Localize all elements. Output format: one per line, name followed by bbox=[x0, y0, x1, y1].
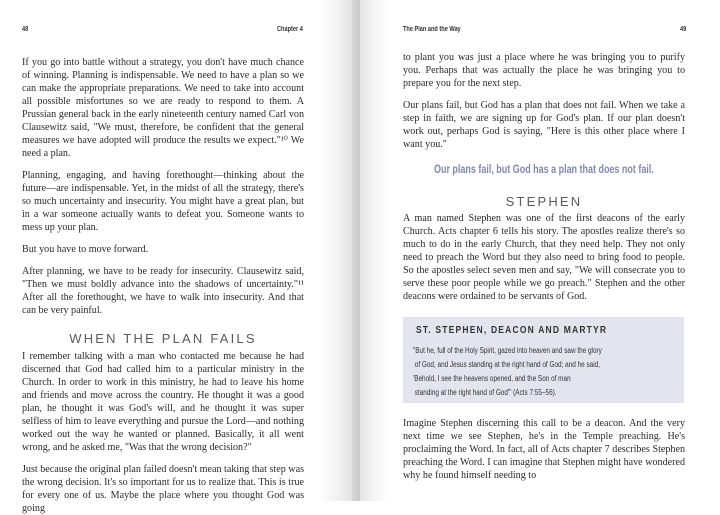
left-column bbox=[22, 56, 304, 515]
body-text-top bbox=[22, 56, 304, 317]
sidebar-quote bbox=[413, 344, 684, 400]
quote-line: of God, and Jesus standing at the right hand of God; and he said, bbox=[413, 360, 600, 369]
paragraph: Imagine Stephen discerning this call to be a deacon. And the very next time we see Stephen, he's in the Temple preaching. He's proclaiming the Word. In fact, all of Acts chapter 7 describes Stephen preaching the Word. I can imagine that Stephen might have wondered why he found himself needing to bbox=[403, 418, 685, 481]
paragraph: Just because the original plan failed doesn't mean taking that step was the wrong decision. It's so important for us to realize that. This is true for every one of us. Maybe the place where you thought God was going bbox=[22, 464, 304, 514]
section-heading: WHEN THE PLAN FAILS bbox=[69, 331, 257, 346]
page-number: 48 bbox=[22, 26, 29, 33]
pull-quote-text: Our plans fail, but God has a plan that does not fail. bbox=[434, 164, 654, 176]
paragraph: If you go into battle without a strategy, you don't have much chance of winning. Planning is indispensable. We need to have a plan so we can make the appropriate preparations. We need to take into account all possible misfortunes so we are ready to respond to them. A Prussian general back in the early nineteenth century named Carl von Clausewitz said, "We must, therefore, be confident that the general measures we have adopted will produce the results we expect."¹⁰ We need a plan. bbox=[22, 57, 304, 159]
sidebar-box bbox=[403, 317, 684, 403]
sidebar-title: ST. STEPHEN, DEACON AND MARTYR bbox=[416, 325, 608, 336]
body-text-top bbox=[403, 51, 685, 151]
book-gutter bbox=[352, 0, 360, 501]
paragraph: to plant you was just a place where he was bringing you to purify you. Perhaps that was actually the place he was bringing you to prepare you for the next step. bbox=[403, 52, 685, 89]
running-head: Chapter 4 bbox=[277, 26, 303, 33]
body-text-bottom bbox=[403, 417, 685, 482]
right-column bbox=[403, 51, 685, 482]
running-head: The Plan and the Way bbox=[403, 26, 461, 33]
left-page bbox=[0, 0, 352, 514]
paragraph: I remember talking with a man who contacted me because he had discerned that God had called him to a particular ministry in the Church. In order to work in this ministry, he had to leave his home and friends and move across the country. He thought it was a good plan, he thought it was God's will, and he thought it was super selfless of him to leave everything and pursue the Lord—and nothing worked out the way he wanted or planned. Basically, it all went wrong, and he asked me, "Was that the wrong decision?" bbox=[22, 351, 304, 453]
quote-line: standing at the right hand of God'" (Acts 7:55–56). bbox=[413, 388, 557, 397]
paragraph: Planning, engaging, and having forethought—thinking about the future—are indispensable. Yet, in the midst of all the strategy, there's so much uncertainty and insecurity. You might have a great plan, but in a war someone actually wants to defeat you. Someone wants to mess up your plan. bbox=[22, 170, 304, 233]
pull-quote bbox=[403, 163, 685, 178]
quote-line: "But he, full of the Holy Spirit, gazed into heaven and saw the glory bbox=[413, 346, 602, 355]
body-text-stephen bbox=[403, 212, 685, 303]
paragraph: Our plans fail, but God has a plan that does not fail. When we take a step in faith, we are signing up for God's plan. If our plan doesn't work out, perhaps God is saying, "Here is this other place where I want you." bbox=[403, 100, 685, 150]
body-text-bottom bbox=[22, 350, 304, 515]
section-heading: STEPHEN bbox=[505, 194, 583, 209]
paragraph: A man named Stephen was one of the first deacons of the early Church. Acts chapter 6 tells his story. The apostles realize there's so much to do in the early Church, that they need help. They not only need to preach the Word but they also need to bring food to people. So the apostles select seven men and say, "We will consecrate you to serve these poor people while we go preach." Stephen and the other deacons were ordained to be servants of God. bbox=[403, 213, 685, 302]
page-number: 49 bbox=[680, 26, 687, 33]
quote-line: 'Behold, I see the heavens opened, and the Son of man bbox=[413, 374, 571, 383]
paragraph: After planning, we have to be ready for insecurity. Clausewitz said, "Then we must boldly advance into the shadows of uncertainty."¹¹ After all the forethought, we have to walk into insecurity. And that can be very painful. bbox=[22, 266, 304, 316]
paragraph: But you have to move forward. bbox=[22, 244, 149, 255]
